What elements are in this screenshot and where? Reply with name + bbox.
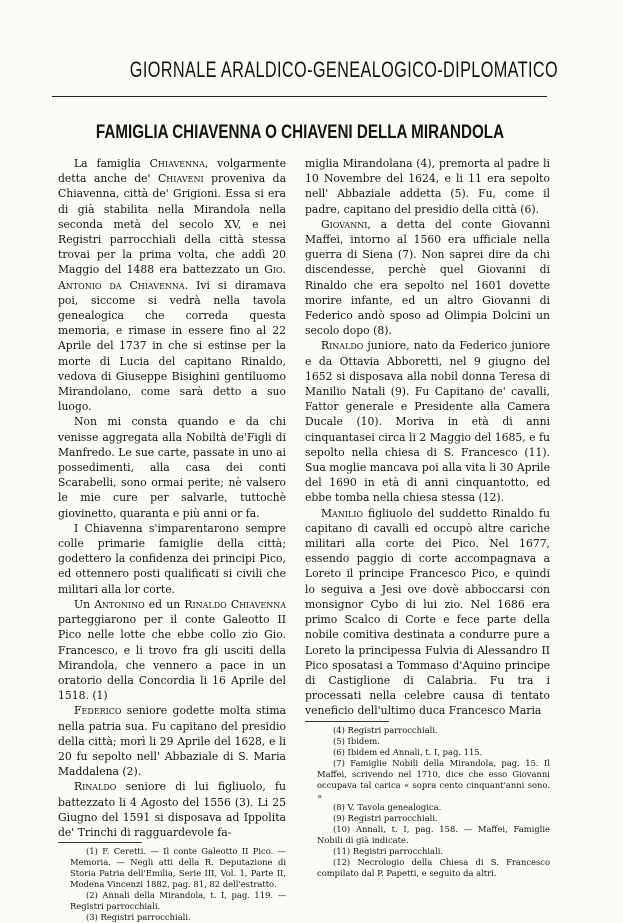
right-column (305, 156, 550, 879)
paragraph: Rinaldo juniore, nato da Federico juniore e da Ottavia Abboretti, nel 9 giugno del 1652 si disposava alla nobil donna Teresa di Manilio Natali (9). Fu Capitano de' cavalli, Fattor generale e Presidente alla Camera Ducale (10). Moriva in età di anni cinquantasei circa li 2 Maggio del 1685, e fu sepolto nella chiesa di S. Francesco (11). Sua moglie mancava poi alla vita li 30 Aprile del 1690 in età di anni cinquantotto, ed ebbe tomba nella chiesa stessa (12). (305, 339, 550, 505)
footnote: (8) V. Tavola genealogica. (333, 801, 442, 812)
footnote: (1) F. Ceretti. — Il conte Galeotto II Pico. — Memoria. — Negli atti della R. Deputazione di Storia Patria dell'Emilia, Serie III, Vol. 1, Parte II, Modena Vincenzi 1882, pag. 81, 82 dell'estratto. (70, 846, 286, 890)
footnote: (3) Registri parrocchiali. (86, 912, 191, 923)
footnote-rule (305, 721, 389, 722)
journal-header: GIORNALE ARALDICO-GENEALOGICO-DIPLOMATICO (129, 57, 559, 82)
paragraph: Rinaldo seniore di lui figliuolo, fu battezzato li 4 Agosto del 1556 (3). Li 25 Giugno del 1591 si disposava ad Ippolita de' Trinchi di ragguardevole fa- (58, 780, 286, 839)
paragraph: Giovanni, a detta del conte Giovanni Maffei, intorno al 1560 era ufficiale nella guerra di Siena (7). Non saprei dire da chi discendesse, perchè quel Giovanni di Rinaldo che era sepolto nel 1601 dovette morire infante, ed un altro Giovanni di Federico andò sposo ad Olimpia Dolcini un secolo dopo (8). (305, 217, 550, 338)
footnote: (12) Necrologio della Chiesa di S. Francesco compilato dal P. Papetti, e seguito da altri. (317, 856, 550, 878)
article-title: FAMIGLIA CHIAVENNA O CHIAVENI DELLA MIRANDOLA (95, 122, 505, 143)
footnote: (9) Registri parrocchiali. (333, 812, 438, 823)
paragraph: Manilio figliuolo del suddetto Rinaldo fu capitano di cavalli ed occupò altre cariche militari alla corte dei Pico. Nel 1677, essendo paggio di corte accompagnava a Loreto il principe Francesco Pico, e quindi lo seguiva a Jesi ove dovè abboccarsi con monsignor Cybo di lui zio. Nel 1686 era primo Scalco di Corte e fece parte della nobile comitiva destinata a condurre pure a Loreto la principessa Fulvia di Alessandro II Pico sposatasi a Tommaso d'Aquino principe di Castiglione di Calabria. Fu tra i processati nella celebre causa di tentato veneficio dell'ultimo duca Francesco Maria (305, 506, 550, 718)
paragraph: miglia Mirandolana (4), premorta al padre li 10 Novembre del 1624, e li 11 era sepolto nell' Abbaziale addetta (5). Fu, come il padre, capitano del presidio della città (6). (305, 157, 550, 216)
footnote: (7) Famiglie Nobili della Mirandola, pag. 15. Il Maffei, scrivendo nel 1710, dice che esso Giovanni occupava tal carica « sopra cento cinquant'anni sono. » (317, 757, 550, 801)
footnote: (2) Annali della Mirandola, t. I, pag. 119. — Registri parrocchiali. (70, 890, 286, 912)
paragraph: Un Antonino ed un Rinaldo Chiavenna parteggiarono per il conte Galeotto II Pico nelle lotte che ebbe collo zio Gio. Francesco, e li trovo fra gli usciti della Mirandola, che vennero a pace in un oratorio della Concordia li 16 Aprile del 1518. (1) (58, 597, 286, 703)
left-column (58, 156, 286, 923)
footnote: (6) Ibidem ed Annali, t. I, pag. 115. (333, 746, 483, 757)
paragraph: Federico seniore godette molta stima nella patria sua. Fu capitano del presidio della città; morì li 29 Aprile del 1628, e li 20 fu sepolto nell' Abbaziale di S. Maria Maddalena (2). (58, 704, 286, 779)
paragraph: La famiglia Chiavenna, volgarmente detta anche de' Chiaveni proveniva da Chiavenna, città de' Grigioni. Essa si era di già stabilita nella Mirandola nella seconda metà del secolo XV, e nei Registri parrocchiali della città stessa trovai per la prima volta, che addì 20 Maggio del 1488 era battezzato un Gio. Antonio da Chiavenna. Ivi si diramava poi, siccome si vedrà nella tavola genealogica che corredа questa memoria, e rimase in essere fino al 22 Aprile del 1737 in che si estinse per la morte di Lucia del capitano Rinaldo, vedova di Giuseppe Bisighini gentiluomo Mirandolano, come sarà detto a suo luogo. (58, 157, 287, 414)
footnote: (10) Annali, t. I, pag. 158. — Maffei, Famiglie Nobili di già indicate. (317, 823, 550, 845)
paragraph: I Chiavenna s'imparentarono sempre colle primarie famiglie della città; godettero la confidenza dei principi Pico, ed ottennero posti qualificati si civili che militari alla lor corte. (58, 521, 286, 596)
paragraph: Non mi consta quando e da chi venisse aggregata alla Nobiltà de'Figli di Manfredo. Le sue carte, passate in uno ai possedimenti, alla casa dei conti Scarabelli, sono ormai perite; nè valsero le mie cure per salvarle, tuttochè giovinetto, quaranta e più anni or fa. (58, 415, 286, 520)
footnote-rule (58, 842, 142, 843)
footnote: (5) Ibidem. (333, 735, 380, 746)
footnote: (11) Registri parrocchiali. (333, 845, 444, 856)
footnote: (4) Registri parrocchiali. (333, 724, 438, 735)
header-rule (52, 96, 547, 97)
